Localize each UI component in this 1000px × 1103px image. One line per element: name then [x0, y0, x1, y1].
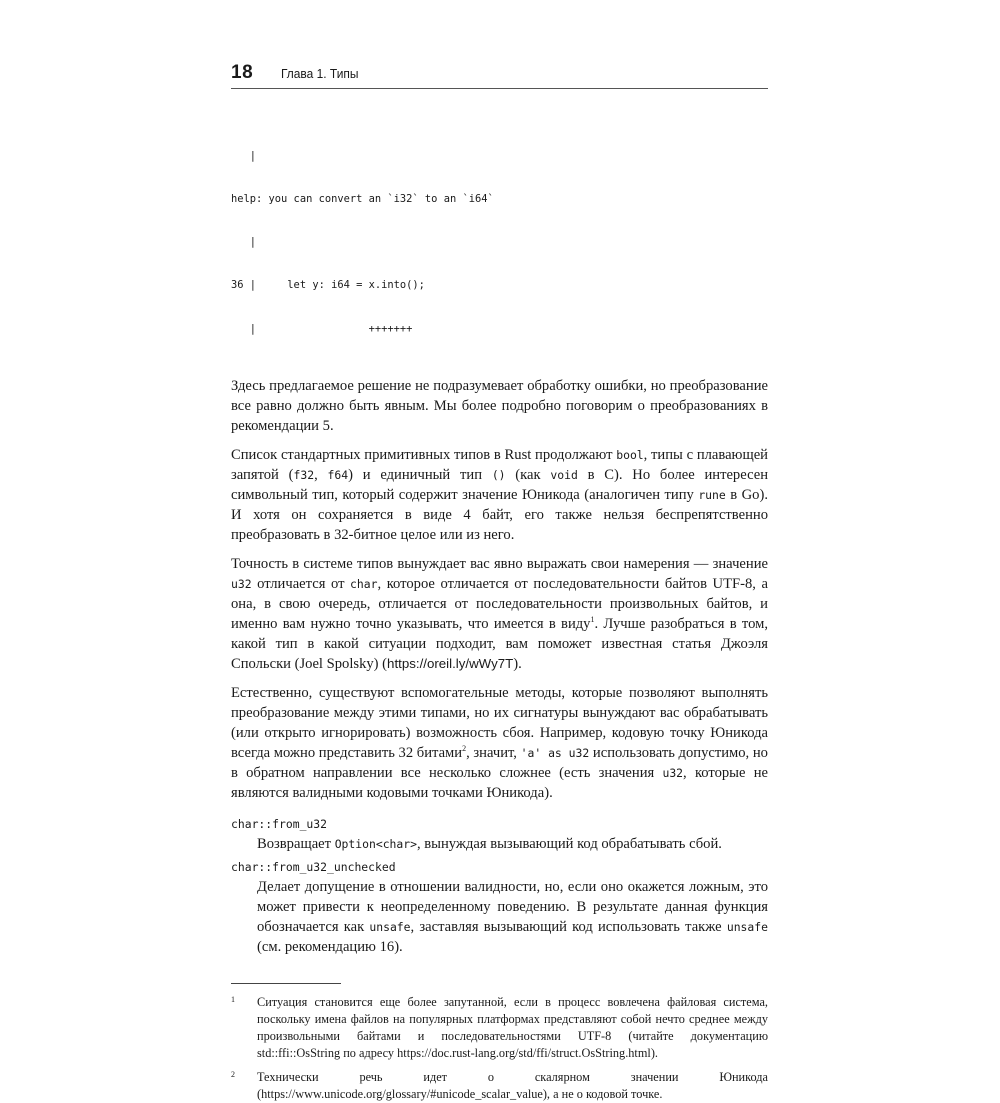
code-line: |	[231, 236, 257, 249]
paragraph-conversion	[231, 376, 768, 436]
inline-code: f32	[293, 467, 315, 482]
inline-code: bool	[616, 447, 644, 462]
footnote-separator	[231, 983, 341, 984]
paragraph-text: Список стандартных примитивных типов в Rust продолжают	[231, 446, 617, 463]
page-content	[231, 60, 768, 1103]
definition-text: Делает допущение в отношении валидности, но, если оно окажется ложным, это может привести к неопределенному поведению. В результате данная функция обозначается как	[257, 878, 768, 935]
code-line: |	[231, 149, 257, 162]
inline-code: unsafe	[726, 919, 768, 934]
header-rule	[231, 88, 768, 89]
inline-code: char	[350, 576, 378, 591]
paragraph-text: ,	[314, 466, 328, 483]
inline-code: unsafe	[369, 919, 411, 934]
paragraph-text: ) и единичный тип	[348, 466, 492, 483]
paragraph-text: , значит,	[466, 744, 521, 761]
paragraph-text: в Go). И хотя он сохраняется в виде 4 байт, его также нельзя беспрепятственно преобразовать в 32-битное целое или из него.	[231, 486, 768, 543]
paragraph-text: , которое отличается от последовательности байтов UTF-8, а она, в свою очередь, отличается от последовательности произвольных байтов, и именно вам нужно точно указывать, что имеется в виду	[231, 575, 768, 632]
paragraph-helper-methods	[231, 683, 768, 803]
paragraph-text: . Лучше разобраться в том, какой тип в какой ситуации подходит, вам поможет известная статья Джоэля Спольски (Joel Spolsky) (	[231, 615, 768, 672]
paragraph-text: использовать допустимо, но в обратном направлении все несколько сложнее (есть значения	[231, 744, 768, 781]
inline-code: void	[550, 467, 578, 482]
footnote-ref-1[interactable]: 1	[590, 614, 595, 624]
inline-code: rune	[698, 487, 726, 502]
paragraph-text: в C). Но более интересен символьный тип, который содержит значение Юникода (аналогичен типу	[231, 466, 769, 503]
definition-text: , вынуждая вызывающий код обрабатывать сбой.	[416, 835, 722, 852]
paragraph-primitive-types	[231, 445, 768, 545]
inline-code: Option<char>	[334, 836, 417, 851]
page-number: 18	[231, 62, 254, 83]
footnote-ref-2[interactable]: 2	[462, 743, 467, 753]
definition-text: , заставляя вызывающий код использовать также	[410, 918, 727, 935]
chapter-title: Глава 1. Типы	[281, 66, 359, 81]
footnote-2	[231, 1069, 768, 1103]
footnote-1	[231, 994, 768, 1062]
definition-term: char::from_u32	[231, 816, 328, 831]
footnote-text: Технически речь идет о скалярном значении Юникода (https://www.unicode.org/glossary/#unicode_scalar_value), а не о кодовой точке.	[257, 1069, 768, 1101]
inline-code: 'a' as u32	[520, 745, 590, 760]
paragraph-type-precision	[231, 554, 768, 674]
code-block	[231, 120, 768, 365]
inline-code: u32	[231, 576, 252, 591]
code-line: 36 | let y: i64 = x.into();	[231, 279, 425, 292]
definition-body	[257, 877, 768, 957]
inline-code: f64	[327, 467, 349, 482]
paragraph-text: Естественно, существуют вспомогательные методы, которые позволяют выполнять преобразование между этими типами, но их сигнатуры вынуждают вас обрабатывать (или открыто игнорировать) возможность сбоя. Например, кодовую точку Юникода всегда можно представить 32 битами	[231, 684, 768, 761]
paragraph-text: Здесь предлагаемое решение не подразумевает обработку ошибки, но преобразование все равно должно быть явным. Мы более подробно поговорим о преобразованиях в рекомендации 5.	[231, 377, 768, 434]
article-link[interactable]: https://oreil.ly/wWy7T	[387, 655, 514, 671]
paragraph-text: ).	[513, 655, 522, 672]
footnote-text: Ситуация становится еще более запутанной, если в процесс вовлечена файловая система, поскольку имена файлов на популярных платформах представляют собой нечто среднее между произвольными байтами и последовательностями UTF-8 (читайте документацию std::ffi::OsString по адресу https://doc.rust-lang.org/std/ffi/struct.OsString.html).	[257, 994, 768, 1060]
paragraph-text: Точность в системе типов вынуждает вас явно выражать свои намерения — значение	[231, 555, 768, 572]
definition-text: Возвращает	[257, 835, 335, 852]
paragraph-text: (как	[505, 466, 551, 483]
definition-term: char::from_u32_unchecked	[231, 859, 396, 874]
paragraph-text: , типы с плавающей запятой (	[231, 446, 768, 483]
inline-code: u32	[662, 765, 684, 780]
running-header	[231, 60, 768, 90]
code-line: | +++++++	[231, 322, 413, 335]
footnote-number: 1	[231, 994, 235, 1004]
footnote-number: 2	[231, 1069, 235, 1079]
inline-code: ()	[491, 467, 506, 482]
paragraph-text: отличается от	[251, 575, 351, 592]
code-line: help: you can convert an `i32` to an `i64`	[231, 193, 494, 206]
definition-text: (см. рекомендацию 16).	[257, 938, 403, 955]
definition-body	[257, 834, 768, 854]
paragraph-text: , которые не являются валидными кодовыми точками Юникода).	[231, 764, 768, 801]
